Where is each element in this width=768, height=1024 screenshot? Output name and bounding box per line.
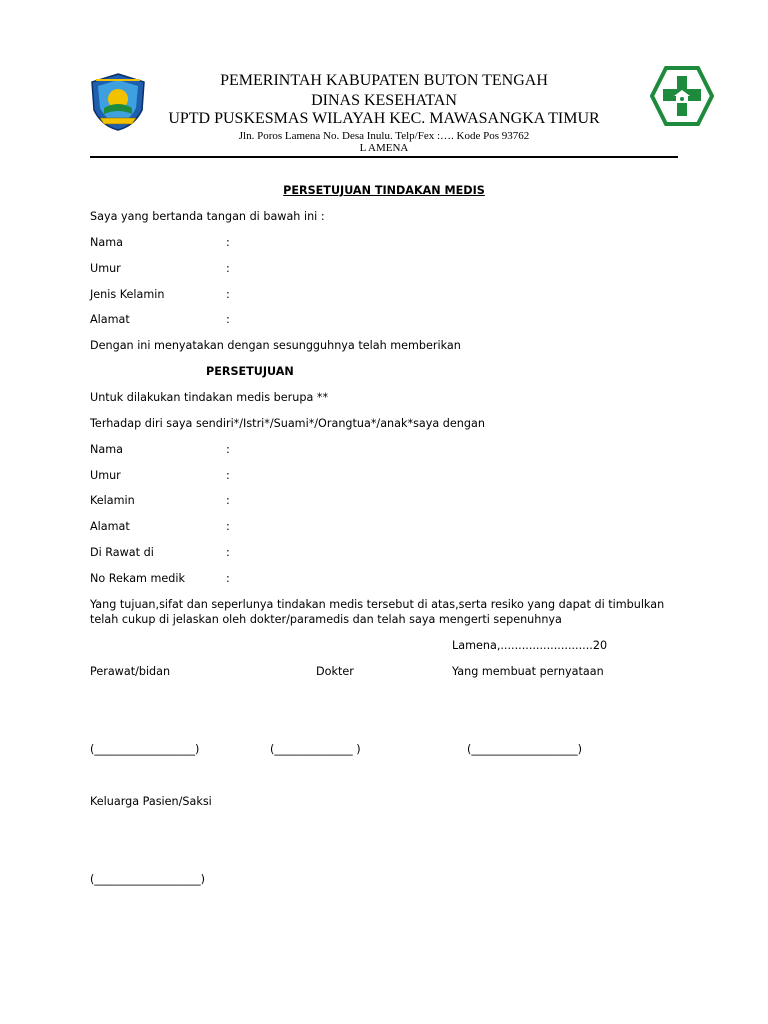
field-label: Nama (90, 443, 123, 456)
explanation-line-2: telah cukup di jelaskan oleh dokter/paramedis dan telah saya mengerti sepenuhnya (90, 613, 562, 626)
header-divider (90, 156, 678, 158)
signature-label-nurse: Perawat/bidan (90, 665, 171, 678)
field-colon: : (226, 520, 230, 533)
explanation-line-1: Yang tujuan,sifat dan seperlunya tindakan medis tersebut di atas,serta resiko yang dapat di timbulkan (90, 598, 665, 611)
field-colon: : (226, 313, 230, 326)
header-address-2: L AMENA (359, 142, 409, 154)
place-date: Lamena,..........................20 (452, 639, 608, 652)
intro-text: Saya yang bertanda tangan di bawah ini : (90, 210, 325, 223)
field-colon: : (226, 572, 230, 585)
consent-heading: PERSETUJUAN (206, 365, 294, 378)
header-address-1: Jln. Poros Lamena No. Desa Inulu. Telp/Fex :…. Kode Pos 93762 (238, 130, 530, 142)
field-label: Di Rawat di (90, 546, 154, 559)
signature-line-doctor: (______________ ) (270, 743, 361, 756)
header-line-2: DINAS KESEHATAN (311, 92, 457, 109)
field-label: Umur (90, 469, 121, 482)
field-colon: : (226, 262, 230, 275)
signature-label-declarant: Yang membuat pernyataan (452, 665, 604, 678)
field-label: Nama (90, 236, 123, 249)
field-label: Alamat (90, 520, 130, 533)
field-label: Kelamin (90, 494, 135, 507)
field-label: Jenis Kelamin (90, 288, 165, 301)
signature-label-family: Keluarga Pasien/Saksi (90, 795, 212, 808)
document-title: PERSETUJUAN TINDAKAN MEDIS (283, 184, 485, 197)
statement-text: Dengan ini menyatakan dengan sesungguhnya telah memberikan (90, 339, 461, 352)
relation-line: Terhadap diri saya sendiri*/Istri*/Suami*/Orangtua*/anak*saya dengan (90, 417, 485, 430)
field-label: Umur (90, 262, 121, 275)
signature-label-doctor: Dokter (316, 665, 354, 678)
signature-line-family: (___________________) (90, 873, 206, 886)
action-line: Untuk dilakukan tindakan medis berupa ** (90, 391, 329, 404)
field-label: Alamat (90, 313, 130, 326)
header-line-3: UPTD PUSKESMAS WILAYAH KEC. MAWASANGKA TIMUR (168, 110, 600, 127)
field-colon: : (226, 236, 230, 249)
signature-line-declarant: (___________________) (467, 743, 583, 756)
field-label: No Rekam medik (90, 572, 185, 585)
field-colon: : (226, 494, 230, 507)
header-line-1: PEMERINTAH KABUPATEN BUTON TENGAH (220, 72, 548, 89)
field-colon: : (226, 443, 230, 456)
field-colon: : (226, 546, 230, 559)
field-colon: : (226, 288, 230, 301)
signature-line-nurse: (__________________) (90, 743, 200, 756)
field-colon: : (226, 469, 230, 482)
